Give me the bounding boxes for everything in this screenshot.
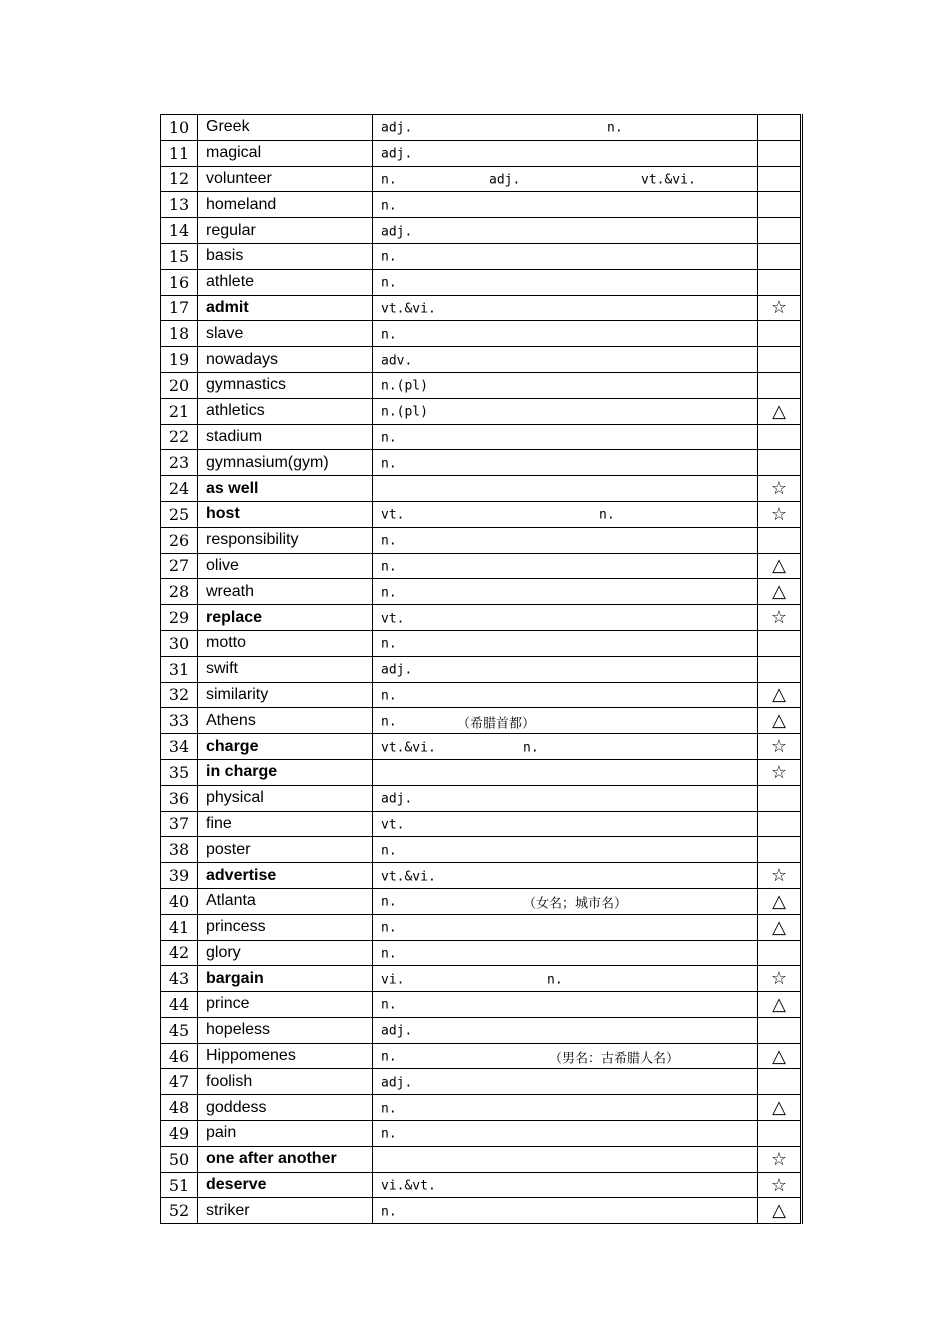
- part-of-speech-cell: [373, 1017, 758, 1043]
- part-of-speech-label: （男名：古希腊人名）: [549, 1051, 680, 1067]
- part-of-speech-cell: [373, 527, 758, 553]
- part-of-speech-label: n.: [599, 507, 615, 523]
- part-of-speech-cell: [373, 1121, 758, 1147]
- part-of-speech-cell: [373, 295, 758, 321]
- part-of-speech-cell: [373, 1043, 758, 1069]
- row-number: 41: [161, 914, 198, 940]
- part-of-speech-label: adj.: [381, 120, 413, 136]
- part-of-speech-cell: [373, 398, 758, 424]
- part-of-speech-cell: [373, 115, 758, 141]
- part-of-speech-label: n.: [547, 971, 563, 987]
- part-of-speech-label: n.: [381, 456, 397, 471]
- row-number: 13: [161, 192, 198, 218]
- vocab-word: regular: [198, 218, 373, 244]
- part-of-speech-label: n.: [523, 739, 539, 755]
- part-of-speech-cell: [373, 708, 758, 734]
- vocab-word: gymnastics: [198, 372, 373, 398]
- row-number: 37: [161, 811, 198, 837]
- part-of-speech-cell: [373, 785, 758, 811]
- part-of-speech-cell: [373, 682, 758, 708]
- part-of-speech-label: adv.: [381, 352, 413, 368]
- table-row: [161, 940, 802, 966]
- mark-cell: [758, 372, 802, 398]
- triangle-mark-icon: △: [758, 708, 802, 734]
- vocab-word: princess: [198, 914, 373, 940]
- vocab-word: replace: [198, 605, 373, 631]
- part-of-speech-label: n.: [381, 842, 397, 858]
- table-row: [161, 243, 802, 269]
- triangle-mark-icon: △: [758, 1043, 802, 1069]
- part-of-speech-label: n.: [381, 198, 397, 214]
- row-number: 22: [161, 424, 198, 450]
- part-of-speech-cell: [373, 347, 758, 373]
- part-of-speech-cell: [373, 218, 758, 244]
- row-number: 30: [161, 630, 198, 656]
- mark-cell: [758, 1069, 802, 1095]
- star-mark-icon: ☆: [758, 759, 802, 785]
- part-of-speech-label: n.: [381, 713, 397, 729]
- row-number: 48: [161, 1095, 198, 1121]
- part-of-speech-cell: [373, 140, 758, 166]
- part-of-speech-cell: [373, 269, 758, 295]
- mark-cell: [758, 785, 802, 811]
- part-of-speech-cell: [373, 940, 758, 966]
- part-of-speech-cell: [373, 811, 758, 837]
- table-row: [161, 863, 802, 889]
- part-of-speech-label: n.: [381, 430, 397, 446]
- table-row: [161, 269, 802, 295]
- part-of-speech-label: vi.: [381, 971, 405, 987]
- vocab-word: wreath: [198, 579, 373, 605]
- mark-cell: [758, 811, 802, 837]
- part-of-speech-cell: [373, 243, 758, 269]
- vocab-word: charge: [198, 734, 373, 760]
- row-number: 12: [161, 166, 198, 192]
- vocab-word: as well: [198, 476, 373, 502]
- part-of-speech-cell: [373, 1069, 758, 1095]
- part-of-speech-cell: [373, 1172, 758, 1198]
- part-of-speech-label: adj.: [381, 662, 413, 678]
- mark-cell: [758, 321, 802, 347]
- vocab-word: similarity: [198, 682, 373, 708]
- mark-cell: [758, 115, 802, 141]
- part-of-speech-label: n.: [381, 946, 397, 962]
- star-mark-icon: ☆: [758, 734, 802, 760]
- vocab-word: one after another: [198, 1146, 373, 1172]
- row-number: 47: [161, 1069, 198, 1095]
- vocab-word: prince: [198, 992, 373, 1018]
- row-number: 46: [161, 1043, 198, 1069]
- table-row: [161, 166, 802, 192]
- star-mark-icon: ☆: [758, 1146, 802, 1172]
- part-of-speech-label: n.: [381, 249, 397, 265]
- vocab-word: motto: [198, 630, 373, 656]
- part-of-speech-cell: [373, 424, 758, 450]
- star-mark-icon: ☆: [758, 476, 802, 502]
- triangle-mark-icon: △: [758, 579, 802, 605]
- table-row: [161, 708, 802, 734]
- mark-cell: [758, 1017, 802, 1043]
- mark-cell: [758, 1121, 802, 1147]
- part-of-speech-label: n.: [381, 172, 397, 188]
- part-of-speech-label: vt.&vi.: [381, 301, 436, 317]
- table-row: [161, 992, 802, 1018]
- vocab-word: stadium: [198, 424, 373, 450]
- table-row: [161, 656, 802, 682]
- table-row: [161, 527, 802, 553]
- vocab-word: magical: [198, 140, 373, 166]
- row-number: 45: [161, 1017, 198, 1043]
- part-of-speech-cell: [373, 579, 758, 605]
- part-of-speech-label: vt.&vi.: [641, 172, 696, 188]
- part-of-speech-label: adj.: [381, 223, 413, 239]
- vocabulary-table-body: [161, 115, 802, 1224]
- part-of-speech-label: n.: [381, 1126, 397, 1142]
- row-number: 15: [161, 243, 198, 269]
- mark-cell: [758, 218, 802, 244]
- part-of-speech-label: n.(pl): [381, 404, 428, 420]
- row-number: 17: [161, 295, 198, 321]
- triangle-mark-icon: △: [758, 398, 802, 424]
- table-row: [161, 476, 802, 502]
- triangle-mark-icon: △: [758, 888, 802, 914]
- table-row: [161, 115, 802, 141]
- table-row: [161, 140, 802, 166]
- part-of-speech-label: n.: [381, 533, 397, 549]
- part-of-speech-label: n.: [381, 1204, 397, 1220]
- row-number: 31: [161, 656, 198, 682]
- part-of-speech-cell: [373, 450, 758, 476]
- vocab-word: host: [198, 501, 373, 527]
- vocab-word: Greek: [198, 115, 373, 141]
- part-of-speech-cell: [373, 630, 758, 656]
- table-row: [161, 734, 802, 760]
- star-mark-icon: ☆: [758, 863, 802, 889]
- part-of-speech-cell: [373, 1198, 758, 1224]
- table-row: [161, 424, 802, 450]
- row-number: 25: [161, 501, 198, 527]
- table-row: [161, 837, 802, 863]
- part-of-speech-cell: [373, 1095, 758, 1121]
- part-of-speech-label: n.: [381, 688, 397, 704]
- row-number: 36: [161, 785, 198, 811]
- mark-cell: [758, 269, 802, 295]
- row-number: 23: [161, 450, 198, 476]
- star-mark-icon: ☆: [758, 295, 802, 321]
- table-row: [161, 914, 802, 940]
- row-number: 11: [161, 140, 198, 166]
- vocab-word: striker: [198, 1198, 373, 1224]
- table-row: [161, 372, 802, 398]
- table-row: [161, 888, 802, 914]
- mark-cell: [758, 450, 802, 476]
- table-row: [161, 605, 802, 631]
- vocab-word: deserve: [198, 1172, 373, 1198]
- part-of-speech-label: vi.&vt.: [381, 1178, 436, 1194]
- part-of-speech-label: vt.&vi.: [381, 739, 436, 755]
- star-mark-icon: ☆: [758, 605, 802, 631]
- part-of-speech-label: n.: [607, 120, 623, 136]
- star-mark-icon: ☆: [758, 1172, 802, 1198]
- part-of-speech-label: vt.&vi.: [381, 868, 436, 884]
- part-of-speech-cell: [373, 656, 758, 682]
- row-number: 50: [161, 1146, 198, 1172]
- mark-cell: [758, 940, 802, 966]
- part-of-speech-label: adj.: [381, 791, 413, 807]
- table-row: [161, 811, 802, 837]
- table-row: [161, 295, 802, 321]
- part-of-speech-cell: [373, 553, 758, 579]
- part-of-speech-cell: [373, 321, 758, 347]
- row-number: 21: [161, 398, 198, 424]
- row-number: 42: [161, 940, 198, 966]
- table-row: [161, 1121, 802, 1147]
- vocab-word: fine: [198, 811, 373, 837]
- table-row: [161, 553, 802, 579]
- part-of-speech-cell: [373, 914, 758, 940]
- row-number: 40: [161, 888, 198, 914]
- part-of-speech-cell: [373, 476, 758, 502]
- mark-cell: [758, 243, 802, 269]
- row-number: 43: [161, 966, 198, 992]
- table-row: [161, 1146, 802, 1172]
- part-of-speech-label: n.: [381, 920, 397, 936]
- row-number: 38: [161, 837, 198, 863]
- part-of-speech-label: n.: [381, 559, 397, 575]
- part-of-speech-label: n.: [381, 1049, 397, 1065]
- row-number: 24: [161, 476, 198, 502]
- table-row: [161, 682, 802, 708]
- table-row: [161, 450, 802, 476]
- vocab-word: bargain: [198, 966, 373, 992]
- row-number: 19: [161, 347, 198, 373]
- part-of-speech-label: n.: [381, 584, 397, 600]
- vocab-word: poster: [198, 837, 373, 863]
- star-mark-icon: ☆: [758, 501, 802, 527]
- part-of-speech-label: adj.: [489, 172, 521, 188]
- table-row: [161, 1017, 802, 1043]
- part-of-speech-label: n.: [381, 275, 397, 291]
- triangle-mark-icon: △: [758, 992, 802, 1018]
- vocab-word: hopeless: [198, 1017, 373, 1043]
- row-number: 34: [161, 734, 198, 760]
- vocab-word: advertise: [198, 863, 373, 889]
- part-of-speech-label: adj.: [381, 1075, 413, 1091]
- row-number: 10: [161, 115, 198, 141]
- vocab-word: in charge: [198, 759, 373, 785]
- vocab-word: foolish: [198, 1069, 373, 1095]
- vocab-word: homeland: [198, 192, 373, 218]
- row-number: 26: [161, 527, 198, 553]
- vocab-word: physical: [198, 785, 373, 811]
- part-of-speech-label: adj.: [381, 146, 413, 162]
- row-number: 51: [161, 1172, 198, 1198]
- part-of-speech-cell: [373, 372, 758, 398]
- mark-cell: [758, 140, 802, 166]
- row-number: 16: [161, 269, 198, 295]
- table-row: [161, 1095, 802, 1121]
- part-of-speech-label: vt.: [381, 610, 405, 626]
- vocab-word: slave: [198, 321, 373, 347]
- triangle-mark-icon: △: [758, 682, 802, 708]
- part-of-speech-label: n.: [381, 1100, 397, 1116]
- vocab-word: Atlanta: [198, 888, 373, 914]
- part-of-speech-cell: [373, 734, 758, 760]
- table-row: [161, 218, 802, 244]
- row-number: 29: [161, 605, 198, 631]
- part-of-speech-cell: [373, 192, 758, 218]
- row-number: 20: [161, 372, 198, 398]
- table-row: [161, 1069, 802, 1095]
- vocab-word: responsibility: [198, 527, 373, 553]
- mark-cell: [758, 656, 802, 682]
- part-of-speech-cell: [373, 966, 758, 992]
- part-of-speech-cell: [373, 501, 758, 527]
- vocab-word: nowadays: [198, 347, 373, 373]
- row-number: 35: [161, 759, 198, 785]
- row-number: 49: [161, 1121, 198, 1147]
- vocab-word: Hippomenes: [198, 1043, 373, 1069]
- part-of-speech-cell: [373, 837, 758, 863]
- vocab-word: pain: [198, 1121, 373, 1147]
- triangle-mark-icon: △: [758, 1095, 802, 1121]
- part-of-speech-cell: [373, 166, 758, 192]
- row-number: 14: [161, 218, 198, 244]
- part-of-speech-cell: [373, 992, 758, 1018]
- vocab-word: volunteer: [198, 166, 373, 192]
- row-number: 18: [161, 321, 198, 347]
- part-of-speech-label: （希腊首都）: [457, 716, 536, 732]
- row-number: 39: [161, 863, 198, 889]
- table-row: [161, 501, 802, 527]
- table-row: [161, 966, 802, 992]
- mark-cell: [758, 837, 802, 863]
- table-row: [161, 1172, 802, 1198]
- vocab-word: basis: [198, 243, 373, 269]
- row-number: 27: [161, 553, 198, 579]
- row-number: 32: [161, 682, 198, 708]
- table-row: [161, 785, 802, 811]
- table-row: [161, 321, 802, 347]
- part-of-speech-label: n.: [381, 636, 397, 652]
- vocab-word: athletics: [198, 398, 373, 424]
- part-of-speech-cell: [373, 1146, 758, 1172]
- part-of-speech-cell: [373, 863, 758, 889]
- table-row: [161, 347, 802, 373]
- mark-cell: [758, 527, 802, 553]
- table-row: [161, 630, 802, 656]
- part-of-speech-cell: [373, 605, 758, 631]
- vocab-word: gymnasium(gym): [198, 450, 373, 476]
- vocab-word: swift: [198, 656, 373, 682]
- table-row: [161, 1198, 802, 1224]
- vocab-word: glory: [198, 940, 373, 966]
- vocab-word: admit: [198, 295, 373, 321]
- part-of-speech-label: （女名；城市名）: [523, 896, 628, 912]
- row-number: 28: [161, 579, 198, 605]
- table-row: [161, 1043, 802, 1069]
- part-of-speech-label: n.: [381, 997, 397, 1013]
- mark-cell: [758, 424, 802, 450]
- mark-cell: [758, 347, 802, 373]
- triangle-mark-icon: △: [758, 1198, 802, 1224]
- part-of-speech-label: n.: [381, 327, 397, 343]
- part-of-speech-label: n.: [381, 894, 397, 910]
- row-number: 44: [161, 992, 198, 1018]
- vocabulary-table: [160, 114, 803, 1224]
- triangle-mark-icon: △: [758, 553, 802, 579]
- table-row: [161, 192, 802, 218]
- table-row: [161, 759, 802, 785]
- part-of-speech-label: n.(pl): [381, 378, 428, 394]
- mark-cell: [758, 192, 802, 218]
- mark-cell: [758, 630, 802, 656]
- part-of-speech-label: adj.: [381, 1023, 413, 1039]
- row-number: 33: [161, 708, 198, 734]
- part-of-speech-label: vt.: [381, 817, 405, 833]
- vocab-word: olive: [198, 553, 373, 579]
- part-of-speech-cell: [373, 759, 758, 785]
- table-row: [161, 398, 802, 424]
- table-row: [161, 579, 802, 605]
- part-of-speech-label: vt.: [381, 507, 405, 523]
- triangle-mark-icon: △: [758, 914, 802, 940]
- mark-cell: [758, 166, 802, 192]
- vocab-word: athlete: [198, 269, 373, 295]
- row-number: 52: [161, 1198, 198, 1224]
- vocab-word: Athens: [198, 708, 373, 734]
- part-of-speech-cell: [373, 888, 758, 914]
- vocab-word: goddess: [198, 1095, 373, 1121]
- star-mark-icon: ☆: [758, 966, 802, 992]
